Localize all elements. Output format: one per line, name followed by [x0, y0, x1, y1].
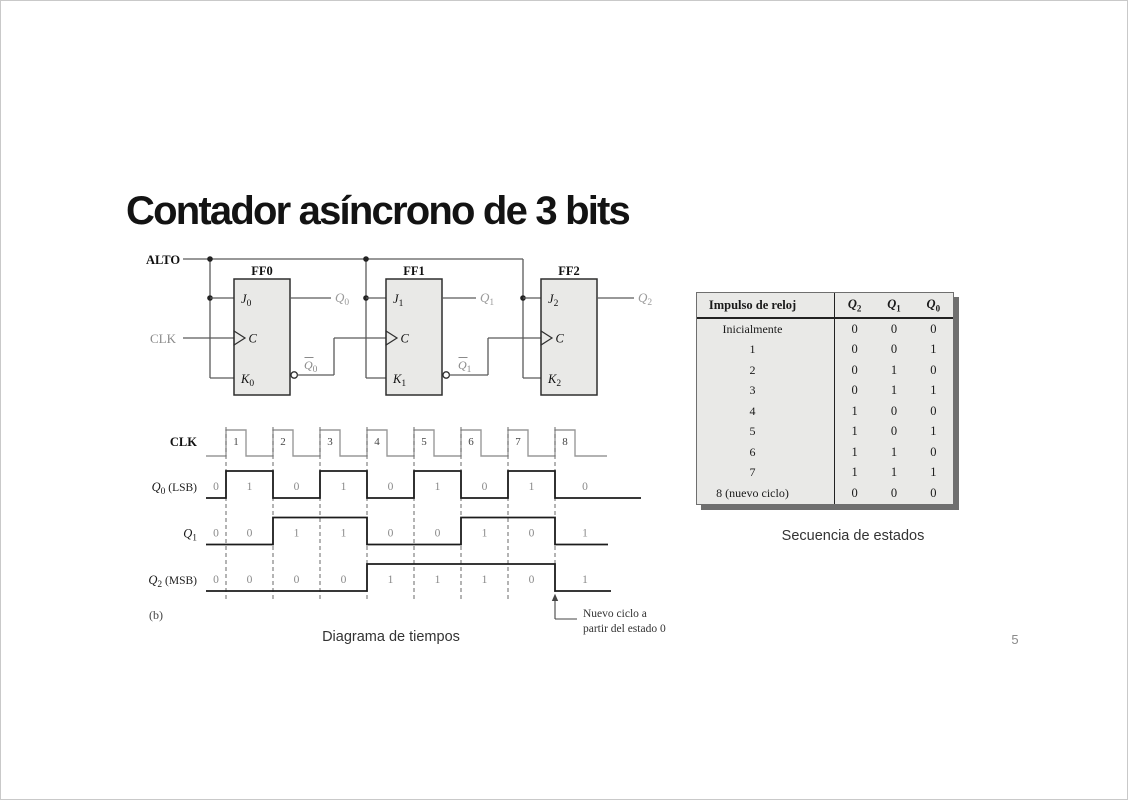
logic-value-label: 1 [246, 481, 253, 493]
flipflop-name-FF1: FF1 [403, 264, 425, 278]
logic-value-label: 0 [293, 574, 300, 586]
logic-value-label: 1 [340, 481, 347, 493]
table-row [697, 319, 953, 340]
cell-clock-pulse: 4 [697, 401, 835, 422]
cell-bit: 1 [890, 362, 898, 377]
k-input-label: $K_0$ [241, 372, 255, 389]
table-body [697, 319, 953, 504]
table-header-q2: $Q_2$ [847, 296, 862, 314]
cell-bit: 0 [890, 485, 898, 500]
pulse-number: 7 [515, 436, 521, 448]
cell-clock-pulse: 6 [697, 442, 835, 463]
cell-clock-pulse: 8 (nuevo ciclo) [697, 483, 835, 504]
cell-bit: 1 [851, 403, 858, 418]
pulse-number: 6 [468, 436, 474, 448]
table-header-q0: $Q_0$ [926, 296, 941, 314]
q-output-label: $Q_1$ [480, 290, 495, 308]
table-row [697, 483, 953, 504]
table-row [697, 381, 953, 402]
waveform-q0 [206, 471, 641, 498]
clock-input-label: C [400, 331, 409, 346]
cell-bit: 0 [930, 444, 937, 459]
logic-value-label: 0 [387, 527, 394, 540]
cell-bit: 0 [930, 485, 937, 500]
cell-bit: 0 [851, 383, 858, 398]
cell-bit: 1 [930, 424, 937, 439]
flipflop-circuit-diagram [141, 247, 681, 409]
table-header-clock-pulse: Impulso de reloj [697, 293, 835, 317]
logic-value-label: 0 [528, 527, 535, 540]
logic-value-label: 1 [582, 527, 588, 540]
timing-diagram [141, 419, 686, 637]
logic-value-label: 1 [481, 574, 488, 586]
cell-bit: 1 [890, 444, 898, 459]
high-level-label: ALTO [146, 253, 181, 267]
table-row [697, 401, 953, 422]
cell-bit: 0 [851, 342, 858, 357]
cell-clock-pulse: 2 [697, 360, 835, 381]
page-number: 5 [1011, 632, 1019, 647]
state-sequence-table [696, 292, 954, 505]
k-input-label: $K_2$ [548, 372, 562, 389]
qbar-output-label: $Q_1$ [458, 358, 472, 375]
logic-value-label: 0 [213, 574, 219, 586]
logic-value-label: 0 [481, 481, 488, 493]
cell-clock-pulse: 3 [697, 381, 835, 402]
logic-value-label: 0 [246, 574, 253, 586]
cell-bit: 0 [851, 362, 858, 377]
logic-value-label: 1 [340, 527, 347, 540]
recycle-arrow-head [552, 594, 558, 601]
cell-bit: 1 [851, 424, 858, 439]
clk-input-label: CLK [150, 331, 176, 346]
j-input-label: $J_0$ [241, 292, 252, 309]
cell-bit: 0 [930, 362, 937, 377]
pulse-number: 3 [327, 436, 333, 448]
clock-input-label: C [248, 331, 257, 346]
cell-bit: 0 [851, 321, 858, 336]
inverter-bubble-icon [443, 372, 449, 378]
cell-bit: 0 [890, 342, 898, 357]
table-header-row [697, 293, 953, 319]
logic-value-label: 0 [528, 574, 535, 586]
cell-bit: 0 [890, 424, 898, 439]
q-output-label: $Q_0$ [335, 290, 350, 308]
waveform-q1 [206, 518, 608, 545]
cell-bit: 0 [890, 403, 898, 418]
inverter-bubble-icon [291, 372, 297, 378]
waveform-row-label: $Q_0$ (LSB) [151, 480, 197, 497]
logic-value-label: 0 [213, 527, 219, 540]
waveform-q2 [206, 564, 611, 591]
figure-sublabel: (b) [149, 608, 163, 622]
table-caption: Secuencia de estados [781, 528, 925, 544]
cell-bit: 1 [890, 383, 898, 398]
q-output-label: $Q_2$ [638, 290, 653, 308]
cell-bit: 1 [851, 444, 858, 459]
logic-value-label: 0 [293, 481, 300, 493]
page-title: Contador asíncrono de 3 bits [126, 189, 629, 233]
timing-caption: Diagrama de tiempos [322, 629, 460, 645]
cell-bit: 1 [930, 383, 937, 398]
pulse-number: 8 [562, 436, 568, 448]
logic-value-label: 1 [293, 527, 300, 540]
table-row [697, 422, 953, 443]
cell-bit: 0 [930, 321, 937, 336]
cell-bit: 0 [890, 321, 898, 336]
cell-clock-pulse: Inicialmente [697, 319, 835, 340]
pulse-number: 5 [421, 436, 427, 448]
logic-value-label: 0 [434, 527, 441, 540]
table-row [697, 463, 953, 484]
flipflop-name-FF0: FF0 [251, 264, 273, 278]
table-row [697, 442, 953, 463]
logic-value-label: 1 [434, 574, 441, 586]
flipflop-name-FF2: FF2 [558, 264, 580, 278]
clock-input-label: C [555, 331, 564, 346]
cell-bit: 0 [851, 485, 858, 500]
table-header-q1: $Q_1$ [887, 296, 901, 314]
qbar-output-label: $Q_0$ [304, 358, 318, 375]
waveform-row-label: $Q_1$ [183, 526, 197, 544]
junction-dot [207, 256, 213, 262]
pulse-number: 1 [233, 436, 239, 448]
logic-value-label: 1 [528, 481, 535, 493]
cell-bit: 1 [930, 342, 937, 357]
cell-clock-pulse: 7 [697, 463, 835, 484]
j-input-label: $J_1$ [393, 292, 404, 309]
j-input-label: $J_2$ [548, 292, 559, 309]
cell-clock-pulse: 1 [697, 340, 835, 361]
clk-waveform [206, 430, 607, 456]
recycle-annotation-line1: Nuevo ciclo a [583, 608, 647, 620]
recycle-annotation-line2: partir del estado 0 [583, 623, 666, 635]
cell-clock-pulse: 5 [697, 422, 835, 443]
pulse-number: 4 [374, 436, 380, 448]
logic-value-label: 0 [340, 574, 347, 586]
logic-value-label: 0 [246, 527, 253, 540]
junction-dot [363, 256, 369, 262]
logic-value-label: 1 [481, 527, 488, 540]
cell-bit: 1 [930, 465, 937, 480]
cell-bit: 0 [930, 403, 937, 418]
clk-row-label: CLK [169, 435, 197, 449]
logic-value-label: 1 [434, 481, 441, 493]
table-row [697, 340, 953, 361]
logic-value-label: 0 [213, 481, 219, 493]
logic-value-label: 0 [582, 481, 588, 493]
logic-value-label: 0 [387, 481, 394, 493]
pulse-number: 2 [280, 436, 286, 448]
waveform-row-label: $Q_2$ (MSB) [148, 573, 197, 590]
table-row [697, 360, 953, 381]
logic-value-label: 1 [582, 574, 588, 586]
cell-bit: 1 [890, 465, 898, 480]
cell-bit: 1 [851, 465, 858, 480]
logic-value-label: 1 [387, 574, 394, 586]
k-input-label: $K_1$ [393, 372, 407, 389]
